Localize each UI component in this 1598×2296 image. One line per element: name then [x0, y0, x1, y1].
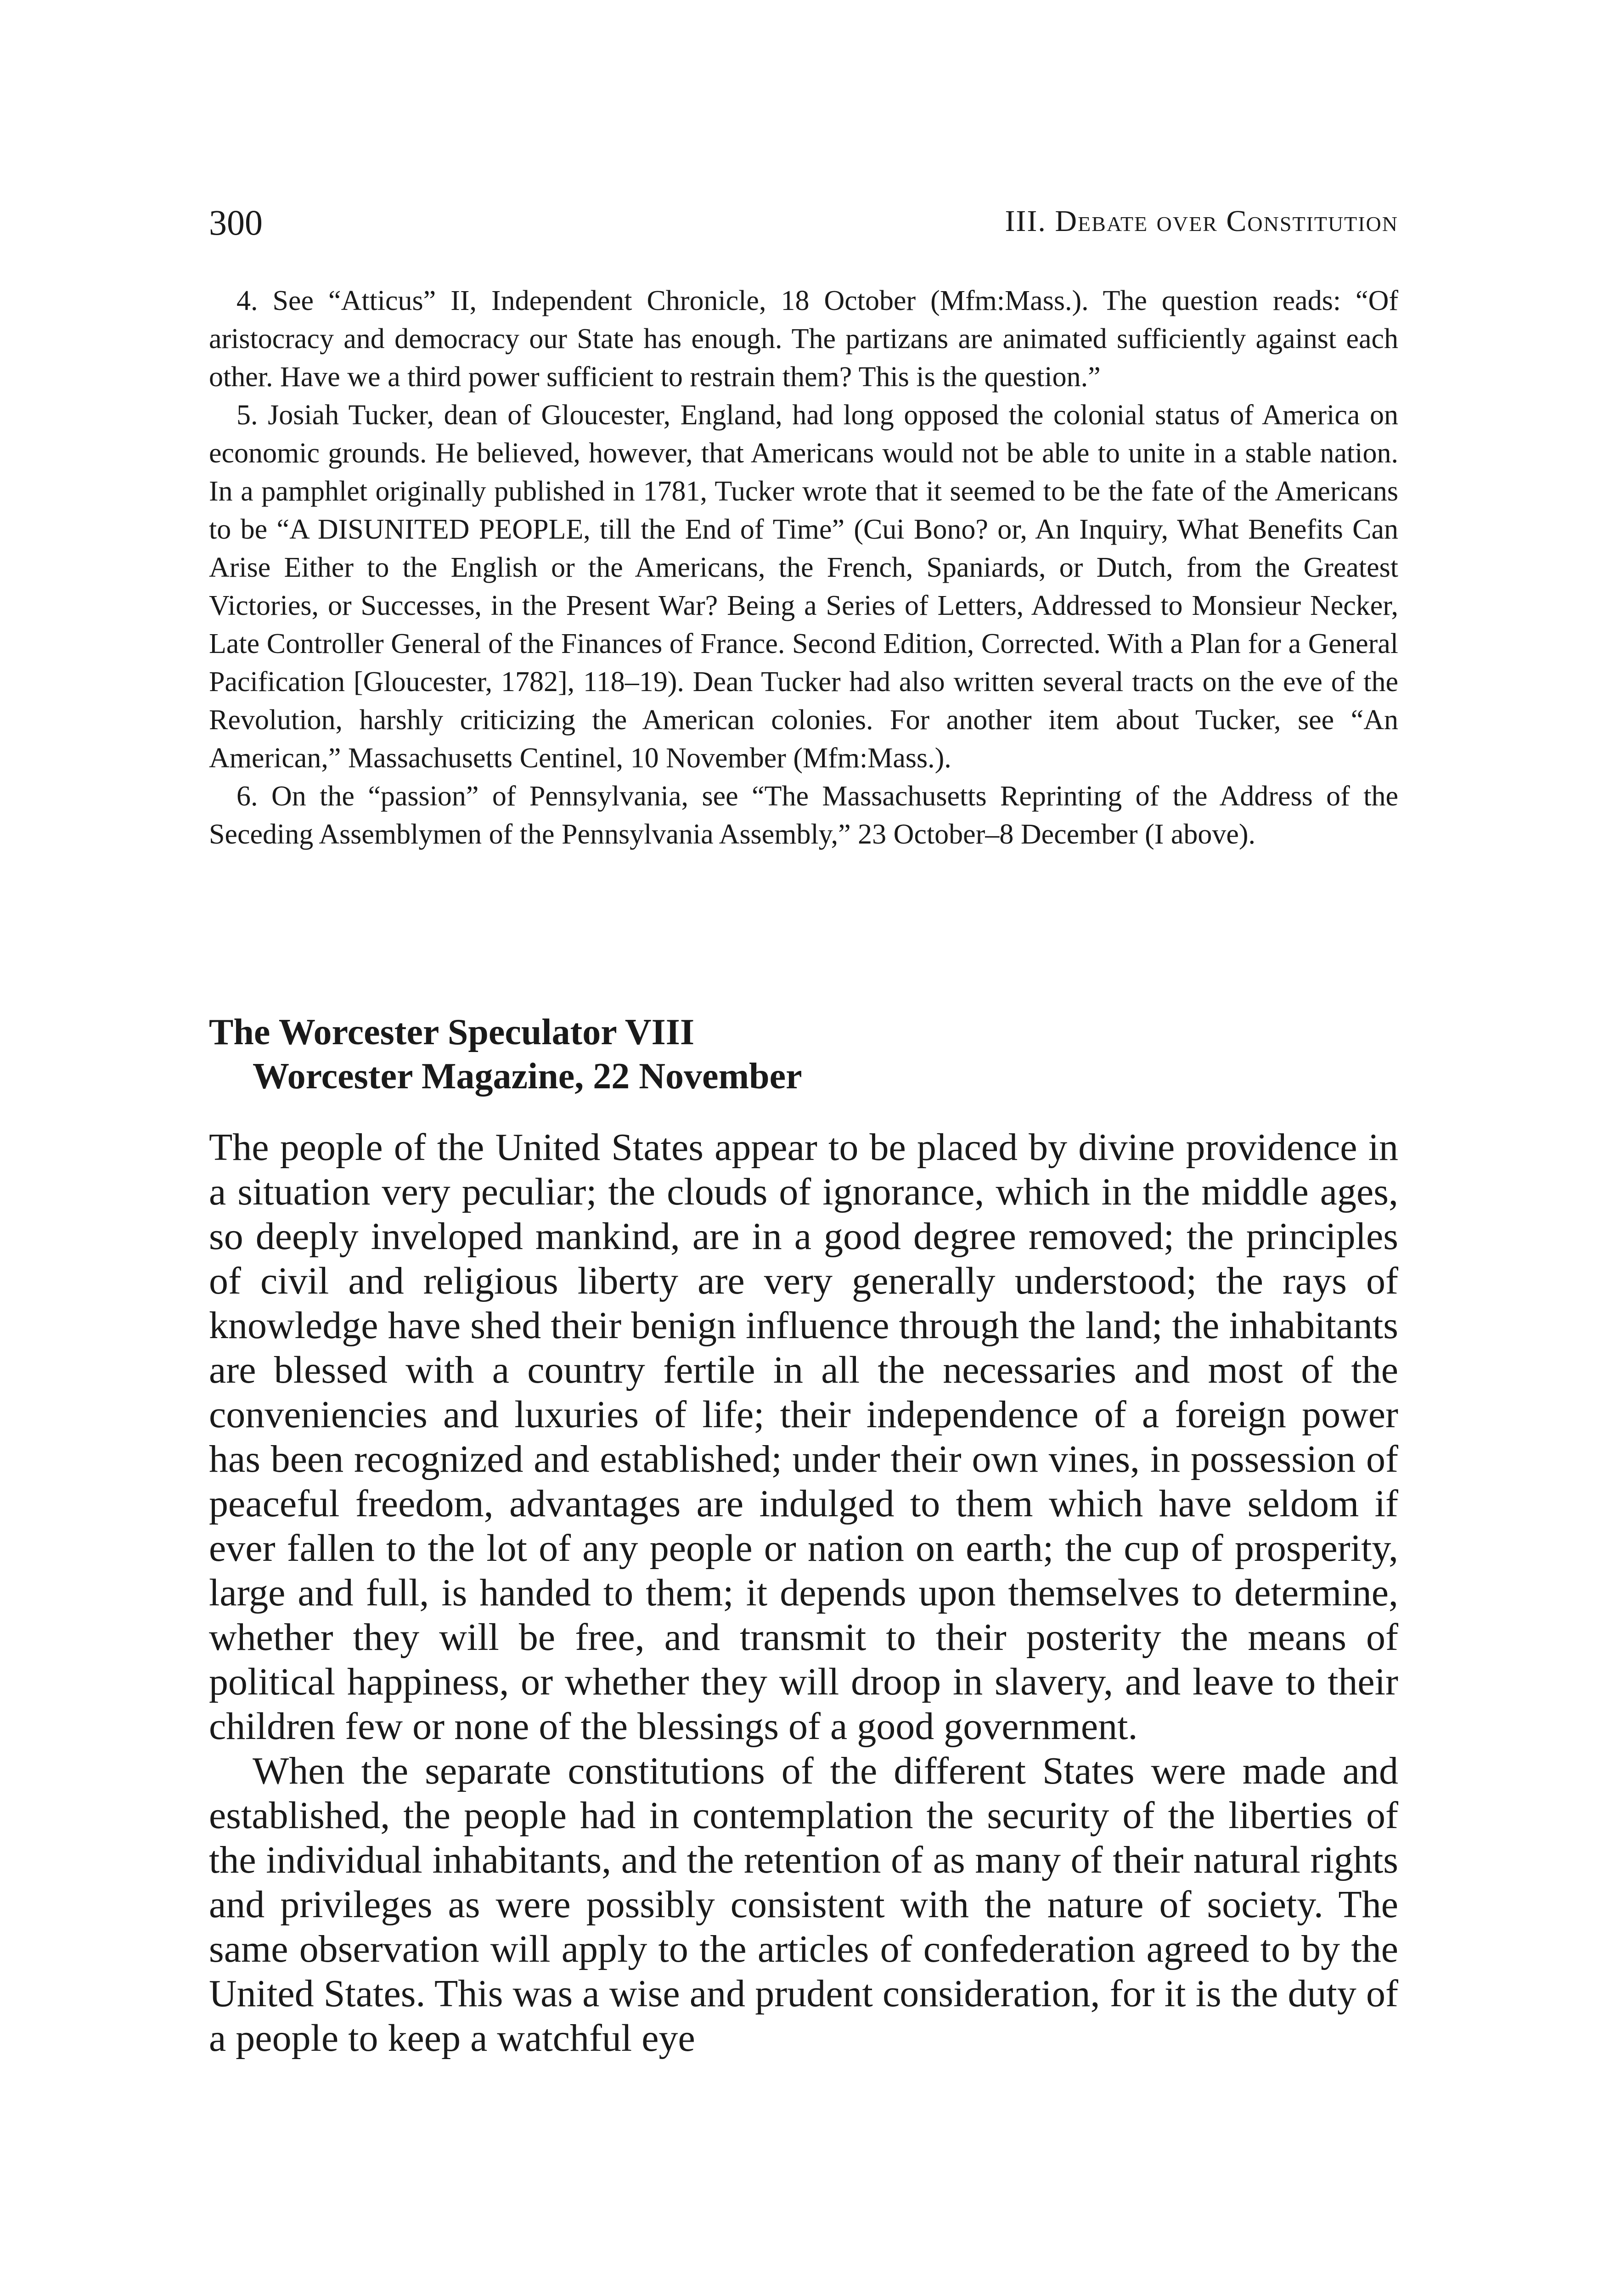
footnote-6: 6. On the “passion” of Pennsylvania, see “The Massachusetts Reprinting of the Address of the Seceding Assemblymen of the Pennsylvania Assembly,” 23 October–8 December (I above).: [209, 781, 1398, 850]
document-title: The Worcester Speculator VIII: [209, 1012, 695, 1052]
page-number: 300: [209, 203, 263, 242]
footnotes: [209, 282, 1398, 854]
body-paragraph: When the separate constitutions of the different States were made and established, the people had in contemplation the security of the liberties of the individual inhabitants, and the retention of as many of their natural rights and privileges as were possibly consistent with the nature of society. The same observation will apply to the articles of confederation agreed to by the United States. This was a wise and prudent consideration, for it is the duty of a people to keep a watchful eye: [209, 1750, 1398, 2060]
document-source-line: Worcester Magazine, 22 November: [253, 1056, 802, 1097]
document-body: [209, 1125, 1398, 2060]
body-paragraph: The people of the United States appear to be placed by divine providence in a situation very peculiar; the clouds of ignorance, which in the middle ages, so deeply inveloped mankind, are in a good degree removed; the principles of civil and religious liberty are very generally understood; the rays of knowledge have shed their benign influence through the land; the inhabitants are blessed with a country fertile in all the necessaries and most of the conveniencies and luxuries of life; their independence of a foreign power has been recognized and established; under their own vines, in possession of peaceful freedom, advantages are indulged to them which have seldom if ever fallen to the lot of any people or nation on earth; the cup of prosperity, large and full, is handed to them; it depends upon themselves to determine, whether they will be free, and transmit to their posterity the means of political happiness, or whether they will droop in slavery, and leave to their children few or none of the blessings of a good government.: [209, 1126, 1398, 1748]
footnote-5: 5. Josiah Tucker, dean of Gloucester, England, had long opposed the colonial status of America on economic grounds. He believed, however, that Americans would not be able to unite in a stable nation. In a pamphlet originally published in 1781, Tucker wrote that it seemed to be the fate of the Americans to be “A DISUNITED PEOPLE, till the End of Time” (Cui Bono? or, An Inquiry, What Benefits Can Arise Either to the English or the Americans, the French, Spaniards, or Dutch, from the Greatest Victories, or Successes, in the Present War? Being a Series of Letters, Addressed to Monsieur Necker, Late Controller General of the Finances of France. Second Edition, Corrected. With a Plan for a General Pacification [Gloucester, 1782], 118–19). Dean Tucker had also written several tracts on the eve of the Revolution, harshly criticizing the American colonies. For another item about Tucker, see “An American,” Massachusetts Centinel, 10 November (Mfm:Mass.).: [209, 400, 1398, 774]
running-title: III. Debate over Constitution: [1005, 204, 1398, 238]
running-head: [209, 202, 1398, 243]
footnote-4: 4. See “Atticus” II, Independent Chronicle, 18 October (Mfm:Mass.). The question reads: “Of aristocracy and democracy our State has enough. The partizans are animated sufficiently against each other. Have we a third power sufficient to restrain them? This is the question.”: [209, 285, 1398, 393]
document-heading: [209, 1010, 1398, 1098]
